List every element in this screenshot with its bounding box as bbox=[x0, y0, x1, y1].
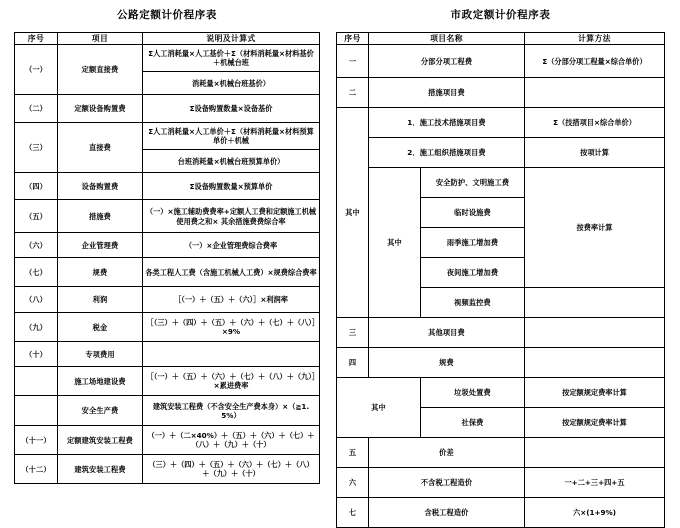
row-item: 专项费用 bbox=[58, 342, 143, 367]
row-name: 其他项目费 bbox=[369, 318, 525, 348]
row-method: Σ（分部分项工程量×综合单价） bbox=[525, 45, 665, 78]
row-seq: （六） bbox=[15, 233, 58, 258]
row-seq: （一） bbox=[15, 45, 58, 95]
row-seq-qizhong-guifei: 其中 bbox=[337, 378, 421, 438]
row-seq: 五 bbox=[337, 438, 369, 468]
row-name: 安全防护、文明施工费 bbox=[421, 168, 525, 198]
table-row bbox=[15, 123, 320, 150]
row-method: 按项计算 bbox=[525, 138, 665, 168]
column-header-seq: 序号 bbox=[15, 32, 58, 45]
row-seq: 七 bbox=[337, 498, 369, 528]
column-header-seq: 序号 bbox=[337, 32, 369, 45]
row-formula: 各类工程人工费（含施工机械人工费）×规费综合费率 bbox=[143, 258, 320, 287]
row-seq: （五） bbox=[15, 200, 58, 233]
table-row bbox=[337, 108, 665, 138]
row-seq: （九） bbox=[15, 313, 58, 342]
table-row bbox=[15, 342, 320, 367]
row-name: 价差 bbox=[369, 438, 525, 468]
table-row bbox=[337, 45, 665, 78]
row-formula: ［（一）＋（五）＋（六）］×利润率 bbox=[143, 287, 320, 313]
row-seq bbox=[15, 396, 58, 426]
row-name: 不含税工程造价 bbox=[369, 468, 525, 498]
row-method bbox=[525, 348, 665, 378]
row-formula: 建筑安装工程费（不含安全生产费本身）×（≧1.5%） bbox=[143, 396, 320, 426]
row-formula: Σ设备购置数量×设备基价 bbox=[143, 95, 320, 123]
left-table-title: 公路定额计价程序表 bbox=[14, 0, 320, 32]
row-name: 规费 bbox=[369, 348, 525, 378]
row-formula: （一）×企业管理费综合费率 bbox=[143, 233, 320, 258]
table-row bbox=[15, 396, 320, 426]
row-method: 一+二+三+四+五 bbox=[525, 468, 665, 498]
row-item: 利润 bbox=[58, 287, 143, 313]
row-seq: （八） bbox=[15, 287, 58, 313]
row-seq: 一 bbox=[337, 45, 369, 78]
row-formula bbox=[143, 342, 320, 367]
table-row bbox=[337, 438, 665, 468]
table-row bbox=[337, 168, 665, 198]
municipal-pricing-procedure-table bbox=[336, 32, 665, 528]
row-seq bbox=[15, 367, 58, 396]
table-row bbox=[15, 455, 320, 484]
table-row bbox=[15, 95, 320, 123]
row-name: 2．施工组织措施项目费 bbox=[369, 138, 525, 168]
row-name: 临时设施费 bbox=[421, 198, 525, 228]
row-item: 定额直接费 bbox=[58, 45, 143, 95]
row-formula: ［（一）＋（五）＋（六）＋（七）＋（八）＋（九）］×累进费率 bbox=[143, 367, 320, 396]
row-seq-qizhong: 其中 bbox=[337, 108, 369, 318]
row-formula-part1: Σ人工消耗量×人工单价＋Σ（材料消耗量×材料预算单价＋机械 bbox=[143, 123, 320, 150]
right-table-title: 市政定额计价程序表 bbox=[336, 0, 665, 32]
row-name: 夜间施工增加费 bbox=[421, 258, 525, 288]
table-row bbox=[15, 313, 320, 342]
row-formula-part2: 消耗量×机械台班基价） bbox=[143, 72, 320, 95]
table-row bbox=[15, 426, 320, 455]
table-row bbox=[337, 138, 665, 168]
table-row bbox=[15, 258, 320, 287]
row-method bbox=[525, 78, 665, 108]
column-header-name: 项目名称 bbox=[369, 32, 525, 45]
table-row bbox=[337, 378, 665, 408]
row-formula-part2: 台班消耗量×机械台班预算单价） bbox=[143, 150, 320, 173]
row-method: 按定额规定费率计算 bbox=[525, 408, 665, 438]
right-table-panel bbox=[336, 0, 680, 517]
table-row bbox=[15, 45, 320, 72]
row-name: 含税工程造价 bbox=[369, 498, 525, 528]
row-formula: Σ设备购置数量×预算单价 bbox=[143, 173, 320, 200]
table-row bbox=[15, 287, 320, 313]
row-name: 雨季施工增加费 bbox=[421, 228, 525, 258]
row-method bbox=[525, 438, 665, 468]
row-method bbox=[525, 288, 665, 318]
table-row bbox=[337, 78, 665, 108]
row-method bbox=[525, 318, 665, 348]
row-seq-qizhong-nested: 其中 bbox=[369, 168, 421, 318]
row-method: 按定额规定费率计算 bbox=[525, 378, 665, 408]
row-method: Σ（技措项目×综合单价） bbox=[525, 108, 665, 138]
table-header-row bbox=[15, 32, 320, 45]
row-seq: （七） bbox=[15, 258, 58, 287]
row-name: 分部分项工程费 bbox=[369, 45, 525, 78]
table-row bbox=[15, 200, 320, 233]
column-header-item: 项目 bbox=[58, 32, 143, 45]
row-method: 按费率计算 bbox=[525, 168, 665, 288]
row-item: 建筑安装工程费 bbox=[58, 455, 143, 484]
left-table-panel bbox=[0, 0, 336, 517]
row-item: 直接费 bbox=[58, 123, 143, 173]
row-name: 垃圾处置费 bbox=[421, 378, 525, 408]
table-row bbox=[15, 367, 320, 396]
table-row bbox=[15, 233, 320, 258]
row-item: 安全生产费 bbox=[58, 396, 143, 426]
row-seq: 三 bbox=[337, 318, 369, 348]
row-name: 措施项目费 bbox=[369, 78, 525, 108]
row-formula-part1: Σ人工消耗量×人工基价＋Σ（材料消耗量×材料基价＋机械台班 bbox=[143, 45, 320, 72]
row-item: 规费 bbox=[58, 258, 143, 287]
row-item: 措施费 bbox=[58, 200, 143, 233]
row-item: 施工场地建设费 bbox=[58, 367, 143, 396]
table-row bbox=[337, 318, 665, 348]
table-row bbox=[337, 498, 665, 528]
column-header-formula: 说明及计算式 bbox=[143, 32, 320, 45]
row-formula: （一）＋（二×40%）＋（五）＋（六）＋（七）＋（八）＋（九）＋（十） bbox=[143, 426, 320, 455]
table-row bbox=[337, 348, 665, 378]
row-item: 企业管理费 bbox=[58, 233, 143, 258]
row-seq: （三） bbox=[15, 123, 58, 173]
table-header-row bbox=[337, 32, 665, 45]
row-method: 六×(1+9%) bbox=[525, 498, 665, 528]
row-formula: （三）＋（四）＋（五）＋（六）＋（七）＋（八）＋（九）＋（十） bbox=[143, 455, 320, 484]
row-seq: 六 bbox=[337, 468, 369, 498]
row-item: 设备购置费 bbox=[58, 173, 143, 200]
column-header-method: 计算方法 bbox=[525, 32, 665, 45]
row-seq: （十二） bbox=[15, 455, 58, 484]
row-formula: （一）×施工辅助费费率+定额人工费和定额施工机械使用费之和× 其余措施费费综合率 bbox=[143, 200, 320, 233]
row-seq: （四） bbox=[15, 173, 58, 200]
table-row bbox=[15, 173, 320, 200]
row-seq: （二） bbox=[15, 95, 58, 123]
row-seq: （十） bbox=[15, 342, 58, 367]
row-name: 社保费 bbox=[421, 408, 525, 438]
highway-pricing-procedure-table bbox=[14, 32, 320, 485]
row-seq: 四 bbox=[337, 348, 369, 378]
row-name: 1．施工技术措施项目费 bbox=[369, 108, 525, 138]
row-formula: ［（三）＋（四）＋（五）＋（六）＋（七）＋（八）］×9% bbox=[143, 313, 320, 342]
row-item: 定额设备购置费 bbox=[58, 95, 143, 123]
row-item: 税金 bbox=[58, 313, 143, 342]
row-seq: 二 bbox=[337, 78, 369, 108]
row-item: 定额建筑安装工程费 bbox=[58, 426, 143, 455]
row-seq: （十一） bbox=[15, 426, 58, 455]
row-name: 视频监控费 bbox=[421, 288, 525, 318]
table-row bbox=[337, 468, 665, 498]
